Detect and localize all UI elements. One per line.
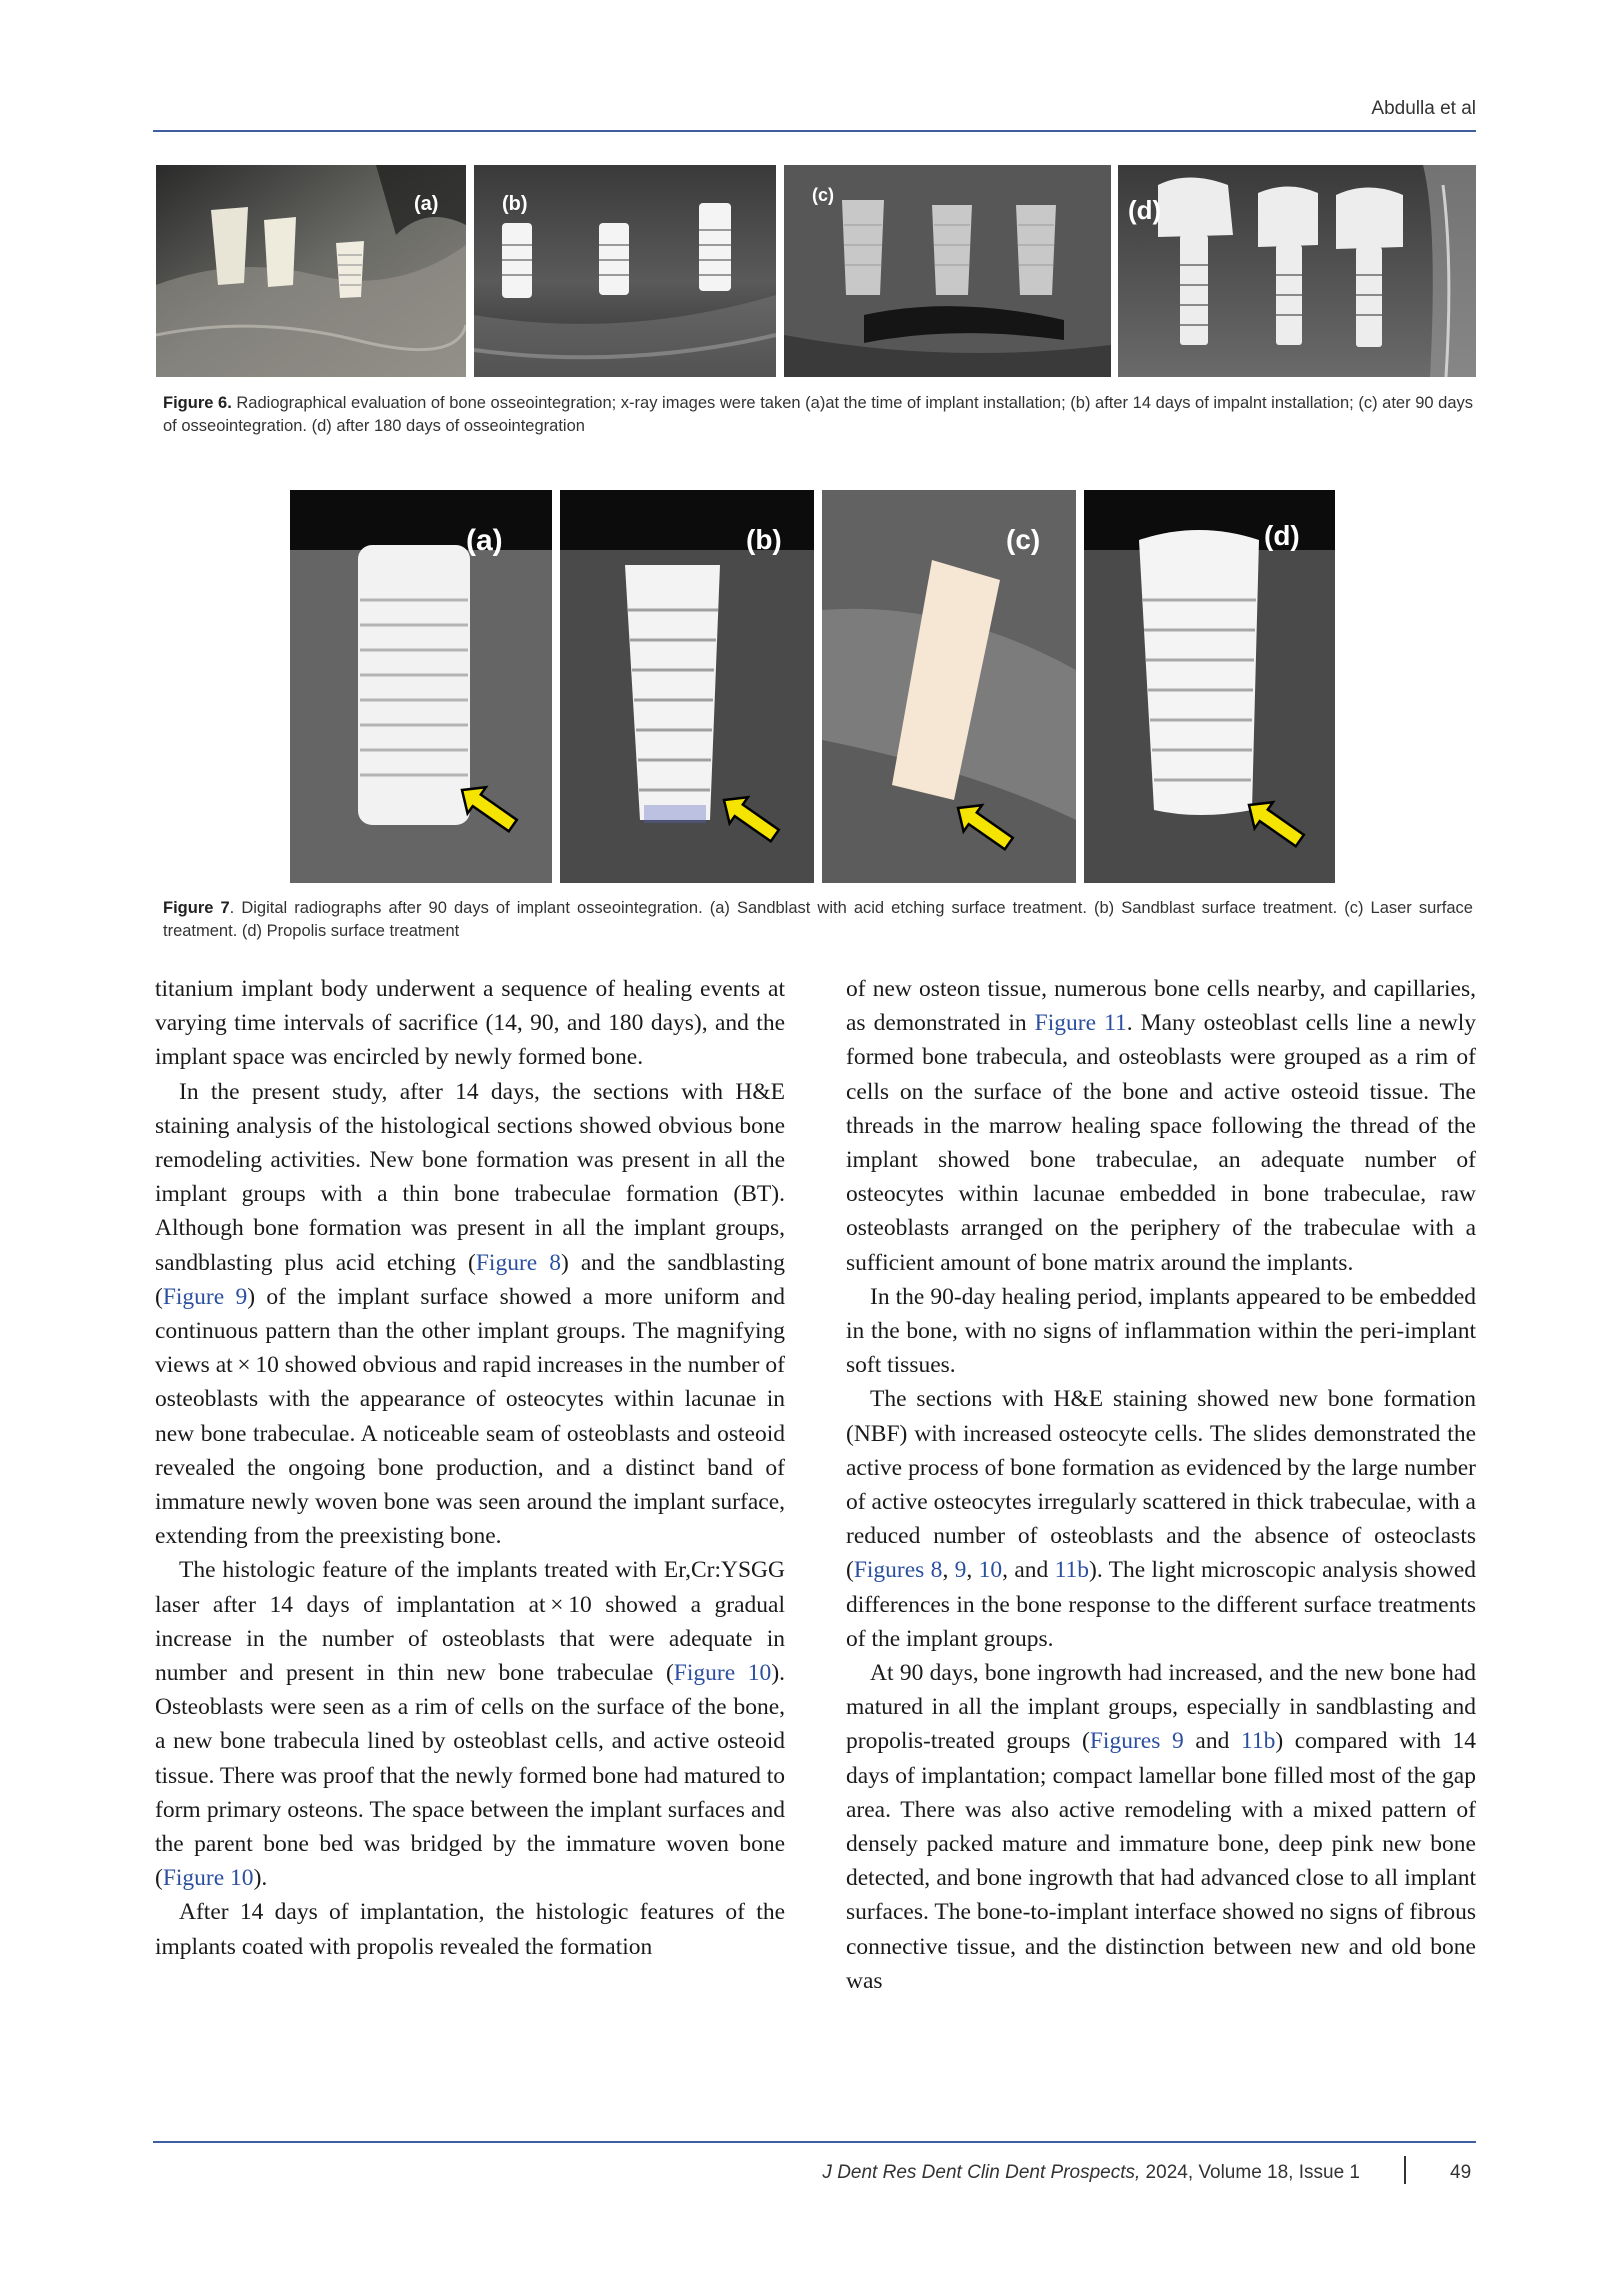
page-footer (0, 2150, 1620, 2190)
figure-10-link[interactable]: Figure 10 (673, 1660, 772, 1687)
right-paragraph-1: of new osteon tissue, numerous bone cells nearby, and capillaries, as demonstrated in Figure 11. Many osteoblast cells line a newly formed bone trabecula, and osteoblasts were grouped as a rim of cells on the surface of the bone and active osteoid tissue. The threads in the marrow healing space following the thread of the implant showed bone trabeculae, an adequate number of osteocytes within lacunae embedded in bone trabeculae, raw osteoblasts arranged on the periphery of the trabeculae with a sufficient amount of bone matrix around the implants. (846, 976, 1476, 1276)
right-paragraph-4: At 90 days, bone ingrowth had increased, and the new bone had matured in all the implant groups, especially in sandblasting and propolis-treated groups (Figures 9 and 11b) compared with 14 days of implantation; compact lamellar bone filled most of the gap area. There was also active remodeling with a mixed pattern of densely packed mature and immature bone, deep pink new bone detected, and bone ingrowth that had advanced close to all implant surfaces. The bone-to-implant interface showed no signs of fibrous connective tissue, and the distinction between new and old bone was (846, 1660, 1476, 1994)
figure-7c-label: (c) (1006, 524, 1041, 555)
left-paragraph-1: titanium implant body underwent a sequence of healing events at varying time intervals of sacrifice (14, 90, and 180 days), and the implant space was encircled by newly formed bone. (155, 976, 785, 1071)
figure-7a-label: (a) (466, 524, 503, 557)
figure-9-link[interactable]: 9 (954, 1557, 967, 1584)
figure-11b-link[interactable]: 11b (1054, 1557, 1090, 1584)
figure-10-link[interactable]: 10 (978, 1557, 1003, 1584)
figure-7d-radiograph (1084, 490, 1335, 883)
figure-7c-radiograph (822, 490, 1076, 883)
figure-7b-label: (b) (746, 524, 782, 555)
left-paragraph-2: In the present study, after 14 days, the sections with H&E staining analysis of the histological sections showed obvious bone remodeling activities. New bone formation was present in all the implant groups with a thin bone trabeculae formation (BT). Although bone formation was present in all the implant groups, sandblasting plus acid etching (Figure 8) and the sandblasting (Figure 9) of the implant surface showed a more uniform and continuous pattern than the other implant groups. The magnifying views at × 10 showed obvious and rapid increases in the number of osteoblasts with the appearance of osteocytes within lacunae in new bone trabeculae. A noticeable seam of osteoblasts and osteoid revealed the ongoing bone production, and a distinct band of immature newly woven bone was seen around the implant surface, extending from the preexisting bone. (155, 1078, 785, 1550)
figure-10-link[interactable]: Figure 10 (162, 1865, 254, 1892)
figure-6a-label: (a) (414, 193, 439, 215)
page-number: 49 (1450, 2162, 1472, 2183)
figure-9-link[interactable]: Figure 9 (162, 1283, 248, 1310)
figure-8-link[interactable]: Figure 8 (475, 1249, 561, 1276)
top-rule (153, 130, 1476, 132)
figure-11b-link[interactable]: 11b (1240, 1728, 1276, 1755)
left-paragraph-3: The histologic feature of the implants treated with Er,Cr:YSGG laser after 14 days of implantation at × 10 showed a gradual increase in the number of osteoblasts that were adequate in number and present in thin new bone trabeculae (Figure 10). Osteoblasts were seen as a rim of cells on the surface of the bone, a new bone trabecula lined by osteoblast cells, and active osteoid tissue. There was proof that the newly formed bone had matured to form primary osteons. The space between the implant surfaces and the parent bone bed was bridged by the immature woven bone (Figure 10). (155, 1557, 786, 1892)
figure-7-caption (163, 897, 1473, 943)
figure-6-caption-text: Radiographical evaluation of bone osseointegration; x-ray images were taken (a)at the time of implant installation; (b) after 14 days of impalnt installation; (c) ater 90 days of osseointegration. (d) after 180 days of osseointegration (163, 394, 1473, 435)
figure-7a-radiograph (290, 490, 552, 883)
figure-7d-label: (d) (1264, 520, 1300, 551)
figure-6c-label: (c) (812, 185, 834, 205)
figure-7-images (290, 490, 1335, 883)
figure-6b-label: (b) (502, 193, 528, 215)
figure-6a-xray (156, 165, 466, 377)
bottom-rule (153, 2141, 1476, 2143)
figure-6d-xray (1118, 165, 1476, 377)
running-head: Abdulla et al (1371, 98, 1476, 119)
figure-7-caption-label: Figure 7 (163, 899, 230, 917)
footer-separator (1404, 2156, 1406, 2184)
journal-name: J Dent Res Dent Clin Dent Prospects, (822, 2162, 1141, 2183)
right-paragraph-2: In the 90-day healing period, implants appeared to be embedded in the bone, with no signs of inflammation within the peri-implant soft tissues. (846, 1283, 1476, 1379)
left-paragraph-4: After 14 days of implantation, the histologic features of the implants coated with propolis revealed the formation (155, 1899, 785, 1960)
figure-6-caption-label: Figure 6. (163, 394, 232, 412)
figure-11-link[interactable]: Figure 11 (1034, 1010, 1127, 1037)
figure-6c-xray (784, 165, 1111, 377)
journal-details: 2024, Volume 18, Issue 1 (1140, 2162, 1360, 2183)
figure-6b-xray (474, 165, 776, 377)
right-paragraph-3: The sections with H&E staining showed new bone formation (NBF) with increased osteocyte cells. The slides demonstrated the active process of bone formation as evidenced by the large number of active osteocytes irregularly scattered in thick trabeculae, with a reduced number of osteoblasts and the absence of osteoclasts (Figures 8, 9, 10, and 11b). The light microscopic analysis showed differences in the bone response to the different surface treatments of the implant groups. (846, 1386, 1477, 1652)
figure-6-caption (163, 392, 1473, 438)
body-left-column (155, 972, 785, 1964)
figures-8-link[interactable]: Figures 8 (853, 1557, 943, 1584)
figure-7b-radiograph (560, 490, 814, 883)
figure-7-caption-text: . Digital radiographs after 90 days of implant osseointegration. (a) Sandblast with acid etching surface treatment. (b) Sandblast surface treatment. (c) Laser surface treatment. (d) Propolis surface treatment (163, 899, 1473, 940)
body-right-column (846, 972, 1476, 1998)
figure-6d-label: (d) (1128, 195, 1162, 225)
journal-citation (822, 2162, 1360, 2184)
figure-6-images (156, 165, 1476, 377)
figures-9-link[interactable]: Figures 9 (1089, 1728, 1184, 1755)
